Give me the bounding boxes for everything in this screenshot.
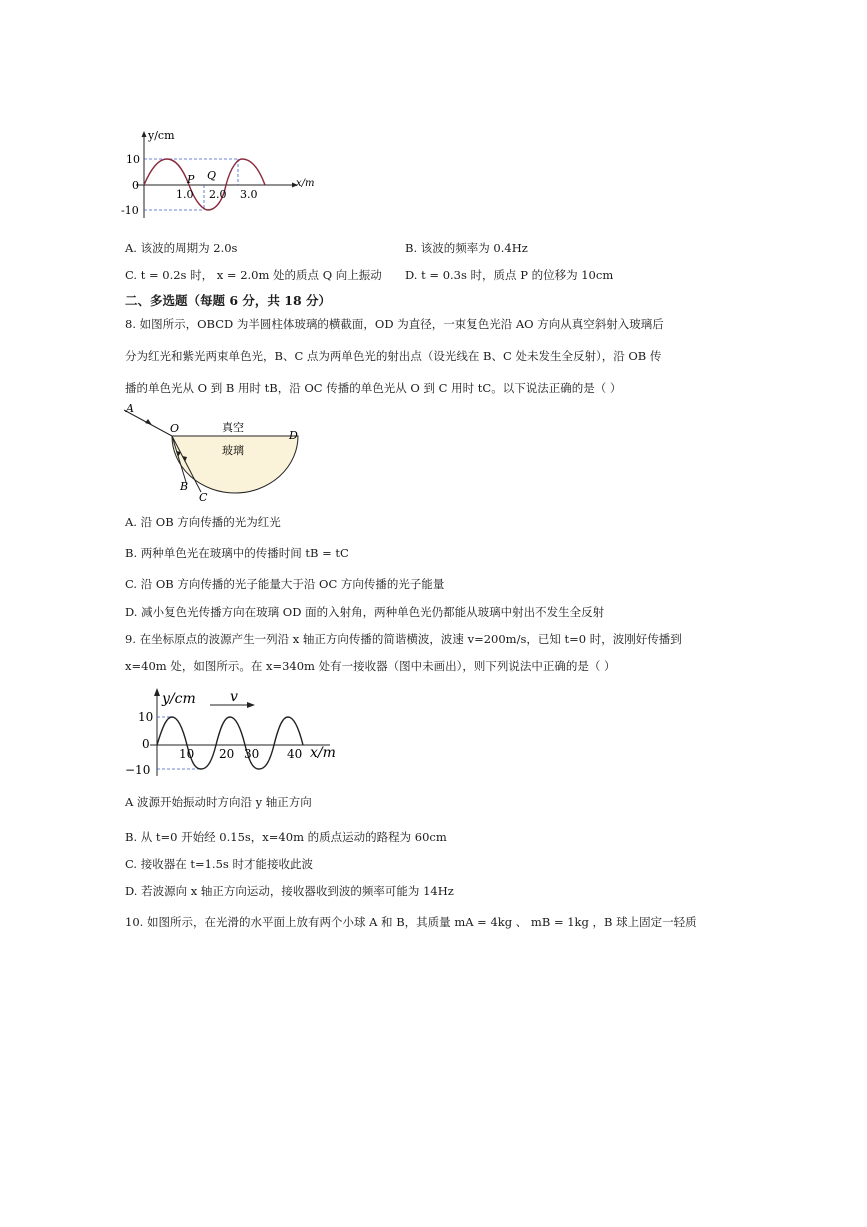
fig3-x-tick-20: 20 xyxy=(219,747,235,761)
q8-stem-line-3: 播的单色光从 O 到 B 用时 tB，沿 OC 传播的单色光从 O 到 C 用时 tC。以下说法正确的是（ ） xyxy=(125,381,622,395)
fig3-y-axis-label: y/cm xyxy=(162,691,196,707)
fig3-y-tick-0: 0 xyxy=(142,737,150,751)
fig3-y-tick-neg10: −10 xyxy=(125,763,151,777)
fig2-label-glass: 玻璃 xyxy=(222,444,244,457)
figure-wave-graph-2 xyxy=(120,686,345,778)
fig1-point-p: P xyxy=(187,173,195,186)
figure-wave-graph-1 xyxy=(118,128,318,223)
q8-stem-line-1: 8. 如图所示，OBCD 为半圆柱体玻璃的横截面，OD 为直径，一束复色光沿 AO 方向从真空斜射入玻璃后 xyxy=(125,317,664,331)
fig1-point-q: Q xyxy=(207,169,217,182)
q9-stem-line-1: 9. 在坐标原点的波源产生一列沿 x 轴正方向传播的简谐横波，波速 v=200m/s，已知 t=0 时，波刚好传播到 xyxy=(125,632,682,646)
q8-option-c: C. 沿 OB 方向传播的光子能量大于沿 OC 方向传播的光子能量 xyxy=(125,577,445,591)
q10-stem-line-1: 10. 如图所示，在光滑的水平面上放有两个小球 A 和 B，其质量 mA = 4kg 、 mB = 1kg ，B 球上固定一轻质 xyxy=(125,915,697,929)
fig3-y-tick-10: 10 xyxy=(138,710,154,724)
fig1-y-tick-10: 10 xyxy=(126,153,140,166)
fig3-x-tick-30: 30 xyxy=(244,747,260,761)
fig2-label-o: O xyxy=(170,422,180,435)
q8-option-b: B. 两种单色光在玻璃中的传播时间 tB = tC xyxy=(125,546,349,560)
fig1-x-tick-2: 2.0 xyxy=(209,188,227,201)
q8-option-a: A. 沿 OB 方向传播的光为红光 xyxy=(125,515,281,529)
q9-option-d: D. 若波源向 x 轴正方向运动，接收器收到波的频率可能为 14Hz xyxy=(125,884,454,898)
fig2-label-d: D xyxy=(289,429,298,442)
fig1-x-tick-1: 1.0 xyxy=(176,188,194,201)
fig3-x-tick-40: 40 xyxy=(287,747,303,761)
q7-option-d: D. t = 0.3s 时，质点 P 的位移为 10cm xyxy=(405,268,614,282)
q8-stem-line-2: 分为红光和紫光两束单色光，B、C 点为两单色光的射出点（设光线在 B、C 处未发生全反射），沿 OB 传 xyxy=(125,349,662,363)
figure-semicircle-glass xyxy=(118,402,308,502)
fig3-x-tick-10: 10 xyxy=(179,747,195,761)
fig3-velocity-label: v xyxy=(230,689,238,705)
fig2-label-c: C xyxy=(199,491,208,502)
q9-option-c: C. 接收器在 t=1.5s 时才能接收此波 xyxy=(125,857,313,871)
q8-option-d: D. 减小复色光传播方向在玻璃 OD 面的入射角，两种单色光仍都能从玻璃中射出不发生全反射 xyxy=(125,605,605,619)
q7-option-b: B. 该波的频率为 0.4Hz xyxy=(405,241,528,255)
q9-option-b: B. 从 t=0 开始经 0.15s，x=40m 的质点运动的路程为 60cm xyxy=(125,830,447,844)
fig2-label-vacuum: 真空 xyxy=(222,421,244,434)
fig2-label-a: A xyxy=(126,402,134,415)
fig2-label-b: B xyxy=(180,480,189,493)
fig1-x-axis-label: x/m xyxy=(296,178,315,189)
fig1-y-tick-0: 0 xyxy=(132,179,139,192)
fig1-x-tick-3: 3.0 xyxy=(240,188,258,201)
section-2-heading: 二、多选题（每题 6 分，共 18 分） xyxy=(125,293,332,308)
fig1-y-axis-label: y/cm xyxy=(148,129,175,142)
fig3-x-axis-label: x/m xyxy=(310,745,336,761)
q7-option-c: C. t = 0.2s 时， x = 2.0m 处的质点 Q 向上振动 xyxy=(125,268,382,282)
q7-option-a: A. 该波的周期为 2.0s xyxy=(125,241,238,255)
fig1-y-tick-neg10: -10 xyxy=(121,204,139,217)
q9-option-a: A 波源开始振动时方向沿 y 轴正方向 xyxy=(125,795,312,809)
q9-stem-line-2: x=40m 处，如图所示。在 x=340m 处有一接收器（图中未画出），则下列说法中正确的是（ ） xyxy=(125,659,616,673)
